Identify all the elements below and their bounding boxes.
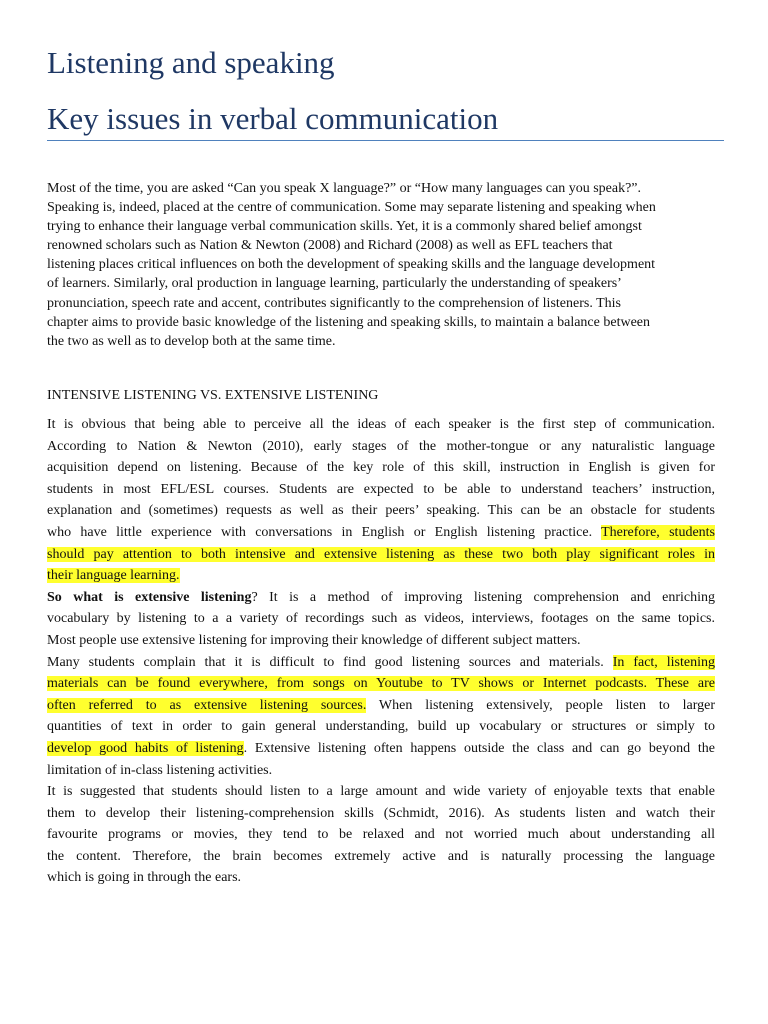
text-line: the two as well as to develop both at the same time. <box>47 333 336 349</box>
highlighted-text: should pay attention to both intensive and extensive listening as these two both play significant roles in <box>47 546 715 562</box>
text-line: chapter aims to provide basic knowledge of the listening and speaking skills, to maintain a balance between <box>47 314 650 330</box>
text-line: favourite programs or movies, they tend to be relaxed and not worried much about understanding all <box>47 827 715 843</box>
document-subtitle: Key issues in verbal communication <box>47 101 499 136</box>
text-line: which is going in through the ears. <box>47 870 242 886</box>
text-line <box>47 522 715 544</box>
text-line: renowned scholars such as Nation & Newton (2008) and Richard (2008) as well as EFL teachers that <box>47 238 613 254</box>
text-segment: When listening extensively, people listen to larger <box>366 697 715 713</box>
highlighted-text: In fact, listening <box>612 654 715 670</box>
text-segment: who have little experience with conversations in English or English listening practice. <box>47 524 602 540</box>
text-segment: . Extensive listening often happens outside the class and can go beyond the <box>243 740 715 756</box>
text-line: limitation of in-class listening activities. <box>47 762 273 778</box>
text-line: Most of the time, you are asked “Can you speak X language?” or “How many languages can you speak?”. <box>47 181 642 196</box>
text-line: Most people use extensive listening for improving their knowledge of different subject matters. <box>47 632 581 648</box>
text-line <box>47 738 715 760</box>
intro-paragraph <box>47 179 715 351</box>
text-line <box>47 565 715 587</box>
text-line: listening places critical influences on both the development of speaking skills and the language development <box>47 257 656 273</box>
text-line <box>47 652 715 674</box>
text-line <box>47 673 715 695</box>
highlighted-text: Therefore, students <box>601 524 715 540</box>
text-line <box>47 695 715 717</box>
text-line: trying to enhance their language verbal communication skills. Yet, it is a commonly shared belief amongst <box>47 219 642 235</box>
text-line <box>47 587 715 609</box>
text-line: them to develop their listening-comprehension skills (Schmidt, 2016). As students listen and watch their <box>47 805 715 821</box>
highlighted-text: develop good habits of listening <box>47 740 244 756</box>
section-heading: INTENSIVE LISTENING VS. EXTENSIVE LISTENING <box>47 388 379 403</box>
text-line: vocabulary by listening to a a variety of recordings such as videos, interviews, footages on the same topics. <box>47 611 715 627</box>
text-line: pronunciation, speech rate and accent, contributes significantly to the comprehension of listeners. This <box>47 295 621 311</box>
bold-question: So what is extensive listening <box>47 589 252 605</box>
text-line: acquisition depend on listening. Because of the key role of this skill, instruction in English is given for <box>47 460 715 476</box>
text-line: of learners. Similarly, oral production in language learning, particularly the understanding of speakers’ <box>47 276 622 292</box>
section-body <box>47 414 715 889</box>
text-line: According to Nation & Newton (2010), early stages of the mother-tongue or any naturalistic language <box>47 438 715 454</box>
text-line: explanation and (sometimes) requests as well as their peers’ speaking. This can be an obstacle for students <box>47 503 715 519</box>
text-segment: ? It is a method of improving listening comprehension and enriching <box>251 589 716 605</box>
text-line: students in most EFL/ESL courses. Students are expected to be able to understand teachers’ instruction, <box>47 481 715 497</box>
text-line: It is suggested that students should listen to a large amount and wide variety of enjoyable texts that enable <box>47 784 715 800</box>
highlighted-text: their language learning. <box>47 568 180 584</box>
text-line <box>47 544 715 566</box>
highlighted-text: materials can be found everywhere, from songs on Youtube to TV shows or Internet podcasts. These are <box>47 676 715 692</box>
text-line: quantities of text in order to gain general understanding, build up vocabulary or structures or simply to <box>47 719 715 735</box>
title-divider <box>47 140 724 141</box>
document-title: Listening and speaking <box>47 45 335 80</box>
text-line: It is obvious that being able to perceive all the ideas of each speaker is the first step of communication. <box>47 417 715 432</box>
text-line: Speaking is, indeed, placed at the centre of communication. Some may separate listening and speaking when <box>47 200 656 216</box>
highlighted-text: often referred to as extensive listening sources. <box>47 697 367 713</box>
text-segment: Many students complain that it is difficult to find good listening sources and materials. <box>47 654 613 670</box>
text-line: the content. Therefore, the brain becomes extremely active and is naturally processing the language <box>47 848 715 864</box>
